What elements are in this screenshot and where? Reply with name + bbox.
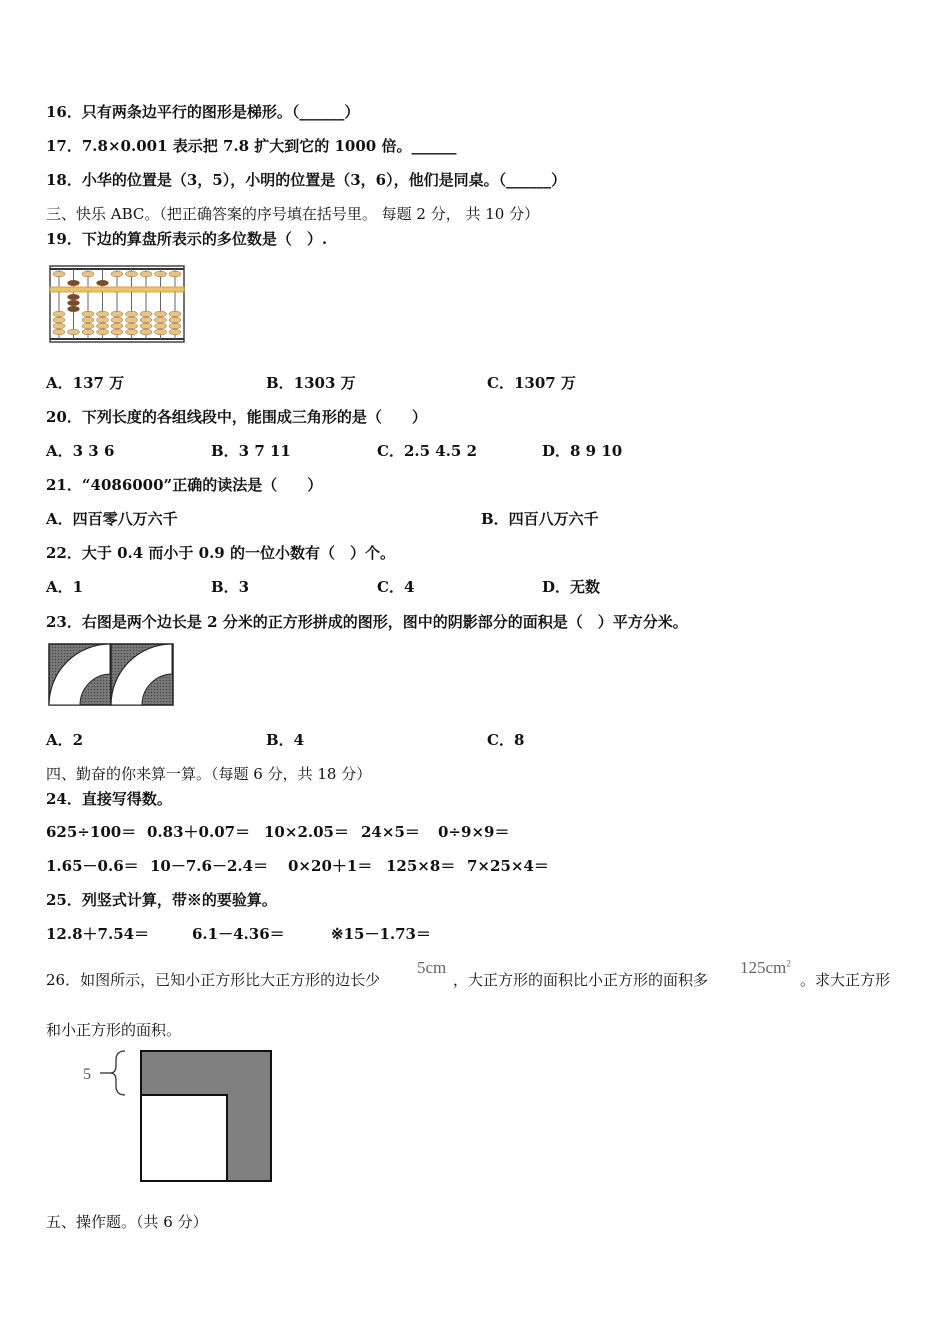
- abacus-upper-bead: [97, 280, 109, 286]
- calc-item: 10－7.6－2.4＝: [150, 857, 269, 875]
- abacus-lower-bead: [140, 311, 152, 317]
- q19-option-a: A．137 万: [46, 374, 125, 392]
- abacus-lower-bead: [111, 311, 123, 317]
- abacus-upper-bead: [169, 271, 181, 277]
- abacus-lower-bead: [140, 317, 152, 323]
- q23-option-b: B．4: [266, 731, 305, 749]
- abacus-lower-bead: [53, 317, 65, 323]
- abacus-lower-bead: [82, 329, 94, 335]
- q21-option-a: A．四百零八万六千: [46, 510, 178, 528]
- abacus-lower-bead: [82, 317, 94, 323]
- q20-option-c: C．2.5 4.5 2: [377, 442, 478, 460]
- question-21: 21．“4086000”正确的读法是（ ）: [46, 476, 323, 494]
- calc-item: 24×5＝: [361, 823, 420, 841]
- calc-item: 10×2.05＝: [264, 823, 349, 841]
- abacus-lower-bead: [53, 311, 65, 317]
- q24-row-1: [46, 822, 746, 842]
- fig-label-5: 5: [83, 1066, 91, 1083]
- calc-item: 1.65－0.6＝: [46, 857, 139, 875]
- section-3-title: 三、快乐 ABC。（把正确答案的序号填在括号里。 每题 2 分， 共 10 分）: [46, 205, 540, 223]
- calc-item: 7×25×4＝: [467, 857, 549, 875]
- q22-option-b: B．3: [211, 578, 250, 596]
- abacus-lower-bead: [155, 311, 167, 317]
- q23-option-a: A．2: [46, 731, 84, 749]
- abacus-lower-bead: [68, 300, 80, 306]
- q20-option-a: A．3 3 6: [46, 442, 115, 460]
- calc-item: 0×20＋1＝: [288, 857, 373, 875]
- q19-option-c: C．1307 万: [487, 374, 576, 392]
- question-19: 19．下边的算盘所表示的多位数是（ ）.: [46, 230, 328, 248]
- q22-option-c: C．4: [377, 578, 415, 596]
- abacus-lower-bead: [53, 329, 65, 335]
- abacus-lower-bead: [140, 329, 152, 335]
- q22-option-a: A．1: [46, 578, 84, 596]
- abacus-lower-bead: [111, 317, 123, 323]
- abacus-lower-bead: [82, 311, 94, 317]
- calc-item: 6.1－4.36＝: [192, 925, 285, 943]
- calc-item: 12.8＋7.54＝: [46, 925, 150, 943]
- shaded-squares-figure: [48, 643, 174, 707]
- q19-option-b: B．1303 万: [266, 374, 356, 392]
- question-26-part-c: 。求大正方形: [800, 971, 891, 989]
- abacus-lower-bead: [97, 323, 109, 329]
- q26-area-value: $125cm^2$: [740, 958, 791, 977]
- abacus-lower-bead: [111, 329, 123, 335]
- abacus-lower-bead: [97, 311, 109, 317]
- q20-option-b: B．3 7 11: [211, 442, 291, 460]
- question-16: 16．只有两条边平行的图形是梯形。（______）: [46, 103, 360, 121]
- abacus-upper-bead: [53, 271, 65, 277]
- abacus-upper-bead: [155, 271, 167, 277]
- abacus-lower-bead: [53, 323, 65, 329]
- question-18: 18．小华的位置是（3，5），小明的位置是（3，6），他们是同桌。（______）: [46, 171, 567, 189]
- abacus-lower-bead: [155, 317, 167, 323]
- question-26-part-a: 26．如图所示，已知小正方形比大正方形的边长少: [46, 971, 381, 989]
- abacus-lower-bead: [68, 329, 80, 335]
- q25-row: [46, 924, 546, 944]
- calc-item: 0÷9×9＝: [438, 823, 510, 841]
- q23-option-c: C．8: [487, 731, 525, 749]
- abacus-upper-bead: [126, 271, 138, 277]
- abacus-lower-bead: [140, 323, 152, 329]
- question-17: 17．7.8×0.001 表示把 7.8 扩大到它的 1000 倍。______: [46, 137, 457, 155]
- calc-item: 125×8＝: [386, 857, 456, 875]
- abacus-lower-bead: [82, 323, 94, 329]
- abacus-upper-bead: [82, 271, 94, 277]
- calc-item: 0.83＋0.07＝: [147, 823, 251, 841]
- abacus-lower-bead: [169, 317, 181, 323]
- question-24: 24．直接写得数。: [46, 790, 172, 808]
- q21-option-b: B．四百八万六千: [481, 510, 599, 528]
- abacus-upper-bead: [111, 271, 123, 277]
- question-22: 22．大于 0.4 而小于 0.9 的一位小数有（ ）个。: [46, 544, 395, 562]
- abacus-lower-bead: [169, 323, 181, 329]
- section-5-title: 五、操作题。（共 6 分）: [46, 1213, 208, 1231]
- abacus-lower-bead: [126, 323, 138, 329]
- q26-length-value: 5cm: [417, 958, 447, 977]
- abacus-lower-bead: [97, 329, 109, 335]
- q20-option-d: D．8 9 10: [542, 442, 623, 460]
- question-23: 23．右图是两个边长是 2 分米的正方形拼成的图形，图中的阴影部分的面积是（ ）平方分米。: [46, 613, 688, 631]
- abacus-lower-bead: [97, 317, 109, 323]
- section-4-title: 四、勤奋的你来算一算。（每题 6 分，共 18 分）: [46, 765, 372, 783]
- abacus-upper-bead: [140, 271, 152, 277]
- question-25: 25．列竖式计算，带※的要验算。: [46, 891, 277, 909]
- squares-diagram: [80, 1048, 275, 1184]
- abacus-lower-bead: [126, 311, 138, 317]
- abacus-upper-bead: [68, 280, 80, 286]
- abacus-lower-bead: [68, 294, 80, 300]
- abacus-lower-bead: [126, 329, 138, 335]
- abacus-lower-bead: [155, 329, 167, 335]
- abacus-lower-bead: [126, 317, 138, 323]
- question-26-part-b: ，大正方形的面积比小正方形的面积多: [453, 971, 709, 989]
- abacus-lower-bead: [169, 311, 181, 317]
- calc-item: ※15－1.73＝: [331, 925, 431, 943]
- calc-item: 625÷100＝: [46, 823, 137, 841]
- question-26-part-d: 和小正方形的面积。: [46, 1021, 182, 1039]
- q24-row-2: [46, 856, 746, 876]
- abacus-lower-bead: [68, 306, 80, 312]
- abacus-lower-bead: [169, 329, 181, 335]
- abacus-figure: [48, 264, 186, 344]
- q22-option-d: D．无数: [542, 578, 601, 596]
- abacus-lower-bead: [155, 323, 167, 329]
- question-20: 20．下列长度的各组线段中，能围成三角形的是（ ）: [46, 408, 427, 426]
- abacus-lower-bead: [111, 323, 123, 329]
